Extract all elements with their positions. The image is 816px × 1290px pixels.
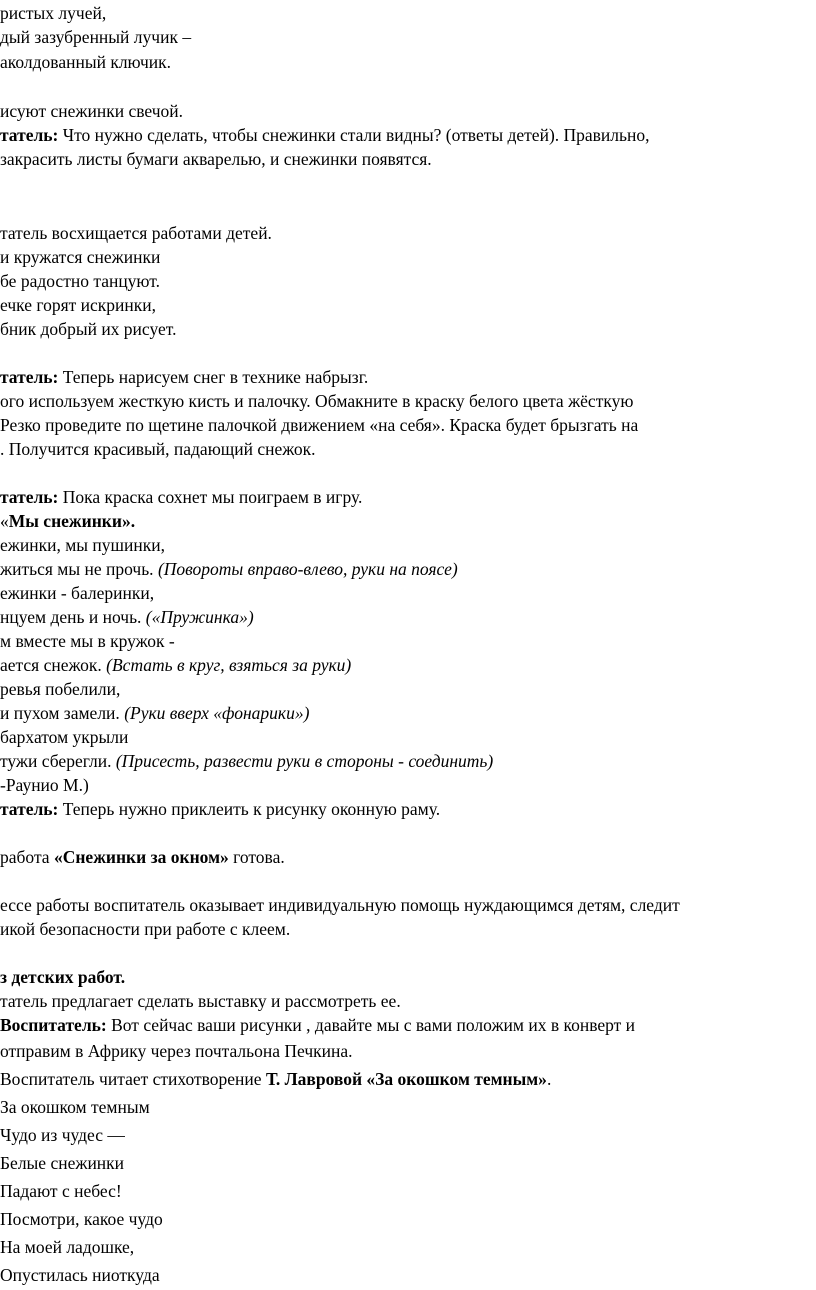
text-line [0, 774, 89, 796]
text-line [0, 1180, 122, 1202]
text-line [0, 148, 432, 170]
text-line [0, 1124, 125, 1146]
text-segment: Чудо из чудес — [0, 1125, 125, 1145]
text-line [0, 1264, 160, 1286]
italic-text: (Руки вверх «фонарики») [124, 703, 310, 723]
text-line [0, 726, 128, 748]
text-segment: закрасить листы бумаги акварелью, и снежинки появятся. [0, 149, 432, 169]
bold-text: Т. Лавровой «За окошком темным» [265, 1069, 547, 1089]
text-segment: житься мы не прочь. [0, 559, 158, 579]
text-segment: Воспитатель читает стихотворение [0, 1069, 266, 1089]
text-segment: икой безопасности при работе с клеем. [0, 919, 291, 939]
text-line [0, 582, 154, 604]
text-segment: Что нужно сделать, чтобы снежинки стали видны? (ответы детей). Правильно, [58, 125, 650, 145]
text-line [0, 966, 125, 988]
text-segment: ежинки - балеринки, [0, 583, 155, 603]
text-line [0, 918, 290, 940]
text-segment: « [0, 511, 9, 531]
text-line [0, 990, 401, 1012]
text-segment: готова. [228, 847, 285, 867]
text-segment: Вот сейчас ваши рисунки , давайте мы с вами положим их в конверт и [106, 1015, 636, 1035]
text-segment: ессе работы воспитатель оказывает индивидуальную помощь нуждающимся детям, следит [0, 895, 680, 915]
italic-text: (Повороты вправо-влево, руки на поясе) [157, 559, 458, 579]
text-segment: Падают с небес! [0, 1181, 122, 1201]
bold-text: татель: [0, 799, 59, 819]
text-segment: работа [0, 847, 54, 867]
bold-text: татель: [0, 487, 59, 507]
text-line [0, 894, 680, 916]
text-line [0, 414, 638, 436]
text-line [0, 26, 191, 48]
text-line [0, 678, 120, 700]
italic-text: (Присесть, развести руки в стороны - соединить) [115, 751, 494, 771]
text-line [0, 124, 650, 146]
text-line [0, 510, 135, 532]
text-line [0, 294, 156, 316]
text-line [0, 558, 458, 580]
text-line [0, 1152, 124, 1174]
text-line [0, 2, 106, 24]
bold-text: «Снежинки за окном» [53, 847, 229, 867]
text-segment: ого используем жесткую кисть и палочку. Обмакните в краску белого цвета жёсткую [0, 391, 634, 411]
text-line [0, 798, 440, 820]
text-line [0, 318, 176, 340]
text-segment: ревья побелили, [0, 679, 121, 699]
text-line [0, 222, 272, 244]
text-segment: Опустилась ниоткуда [0, 1265, 160, 1285]
text-segment: тужи сберегли. [0, 751, 116, 771]
italic-text: («Пружинка») [145, 607, 254, 627]
text-line [0, 438, 316, 460]
text-line [0, 654, 351, 676]
text-segment: аколдованный ключик. [0, 52, 172, 72]
text-line [0, 1068, 551, 1090]
bold-text: Мы снежинки». [8, 511, 136, 531]
text-line [0, 246, 160, 268]
text-segment: дый зазубренный лучик – [0, 27, 192, 47]
text-segment: На моей ладошке, [0, 1237, 135, 1257]
text-line [0, 846, 285, 868]
text-segment: Теперь нужно приклеить к рисунку оконную раму. [58, 799, 441, 819]
text-segment: ечке горят искринки, [0, 295, 157, 315]
text-segment: ежинки, мы пушинки, [0, 535, 165, 555]
text-segment: м вместе мы в кружок - [0, 631, 175, 651]
text-line [0, 750, 493, 772]
bold-text: татель: [0, 367, 59, 387]
text-segment: -Раунио М.) [0, 775, 89, 795]
text-line [0, 366, 368, 388]
text-line [0, 486, 362, 508]
text-line [0, 100, 183, 122]
text-segment: бархатом укрыли [0, 727, 129, 747]
text-line [0, 390, 633, 412]
text-line [0, 1208, 163, 1230]
text-segment: бник добрый их рисует. [0, 319, 177, 339]
text-segment: исуют снежинки свечой. [0, 101, 184, 121]
text-segment: . [546, 1069, 552, 1089]
text-segment: бе радостно танцуют. [0, 271, 160, 291]
italic-text: (Встать в круг, взяться за руки) [106, 655, 352, 675]
text-segment: Резко проведите по щетине палочкой движением «на себя». Краска будет брызгать на [0, 415, 639, 435]
text-segment: Пока краска сохнет мы поиграем в игру. [58, 487, 363, 507]
text-line [0, 630, 175, 652]
text-segment: отправим в Африку через почтальона Печкина. [0, 1041, 353, 1061]
text-line [0, 270, 160, 292]
text-line [0, 534, 165, 556]
text-segment: и кружатся снежинки [0, 247, 161, 267]
text-line [0, 51, 171, 73]
text-line [0, 702, 309, 724]
text-segment: Белые снежинки [0, 1153, 125, 1173]
text-line [0, 1096, 150, 1118]
bold-text: з детских работ. [0, 967, 126, 987]
text-segment: . Получится красивый, падающий снежок. [0, 439, 316, 459]
text-line [0, 1040, 353, 1062]
text-segment: нцуем день и ночь. [0, 607, 146, 627]
text-segment: ается снежок. [0, 655, 107, 675]
text-segment: татель предлагает сделать выставку и рассмотреть ее. [0, 991, 401, 1011]
text-segment: и пухом замели. [0, 703, 125, 723]
text-segment: Посмотри, какое чудо [0, 1209, 163, 1229]
text-line [0, 1014, 635, 1036]
text-segment: ристых лучей, [0, 3, 107, 23]
text-segment: Теперь нарисуем снег в технике набрызг. [58, 367, 369, 387]
bold-text: Воспитатель: [0, 1015, 107, 1035]
text-line [0, 606, 254, 628]
text-line [0, 1236, 134, 1258]
text-segment: За окошком темным [0, 1097, 150, 1117]
bold-text: татель: [0, 125, 59, 145]
text-segment: татель восхищается работами детей. [0, 223, 272, 243]
